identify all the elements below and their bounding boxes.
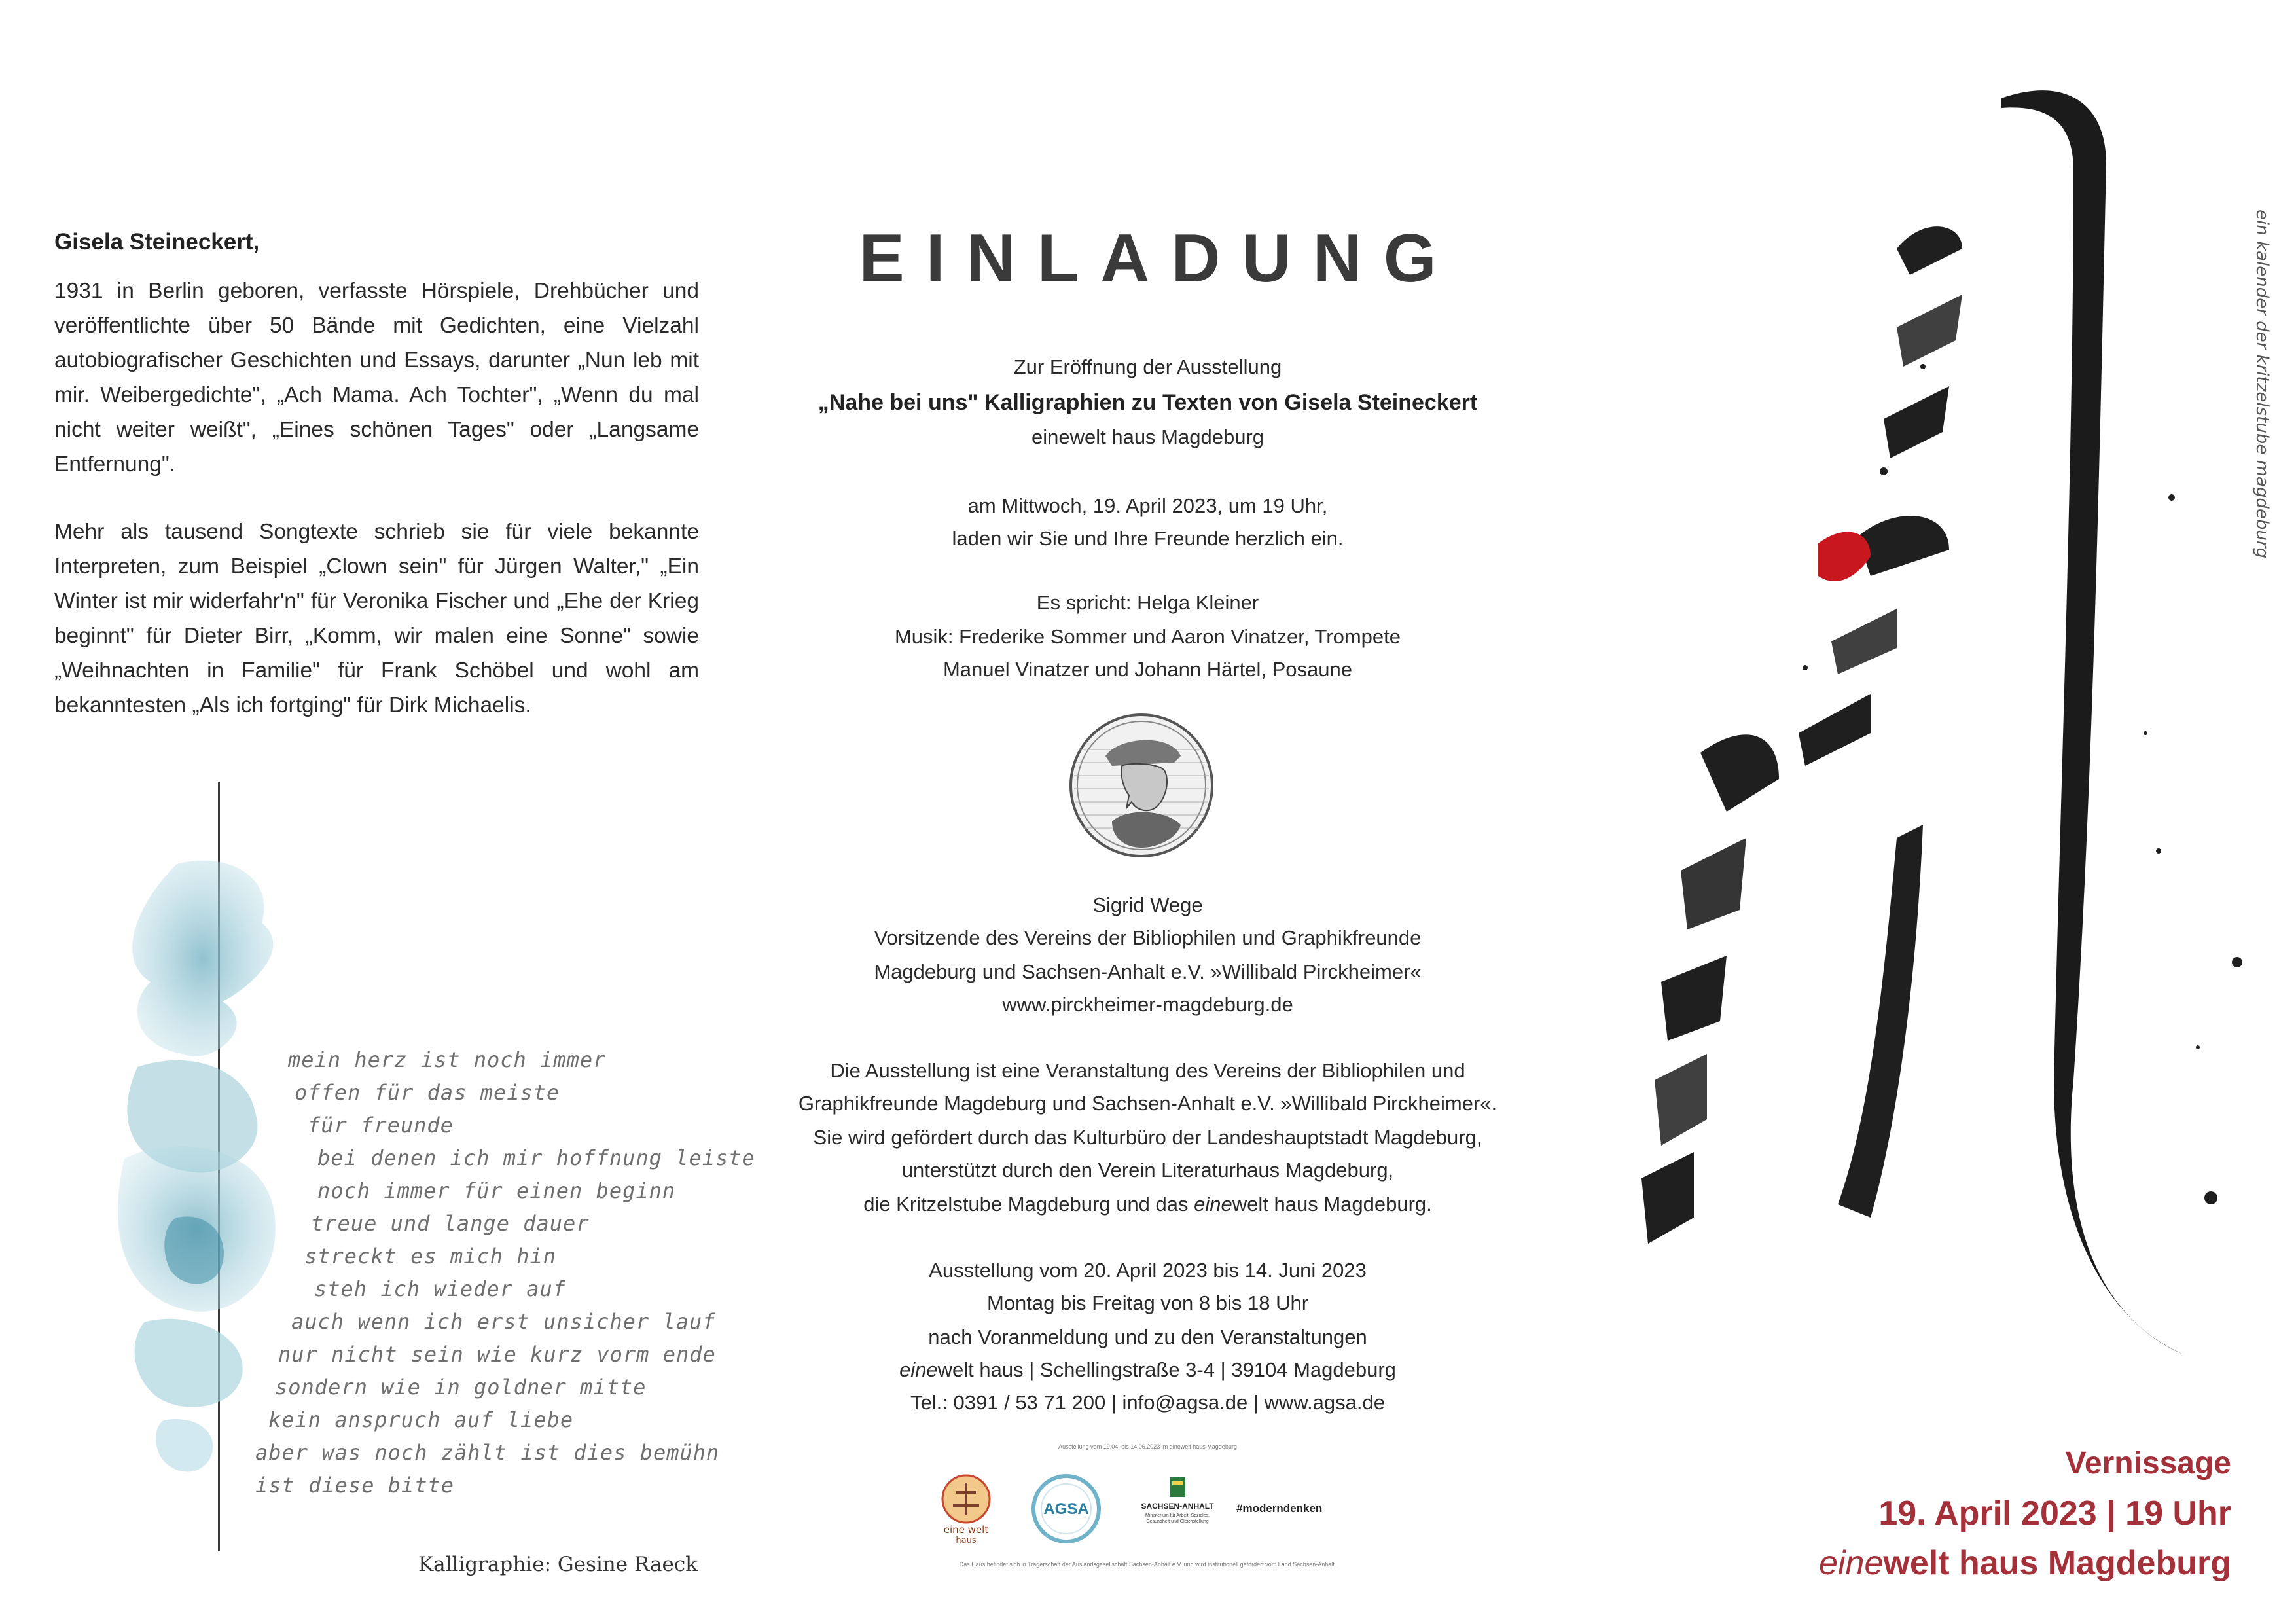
moderndenken-logo: #moderndenken [1236,1502,1323,1515]
einewelt-logo-text: eine welt [943,1524,989,1536]
poem-line: bei denen ich mir hoffnung leiste [317,1146,755,1170]
poem-line: kein anspruch auf liebe [268,1407,574,1432]
intro-line: Zur Eröffnung der Ausstellung [1013,355,1282,378]
einewelt-haus-logo-icon [937,1473,996,1545]
organizer-line-1: Die Ausstellung ist eine Veranstaltung des Vereins der Bibliophilen und [830,1059,1465,1082]
pirckheimer-medal-icon [1066,710,1217,861]
host-url[interactable]: www.pirckheimer-magdeburg.de [1002,993,1293,1016]
sachsen-anhalt-logo-icon [1138,1476,1217,1542]
poem-line: auch wenn ich erst unsicher lauf [291,1309,716,1334]
organizer-line-2: Graphikfreunde Magdeburg und Sachsen-Anhalt e.V. »Willibald Pirckheimer«. [798,1092,1498,1115]
music-line-1: Musik: Frederike Sommer und Aaron Vinatzer, Trompete [894,625,1401,648]
sponsor-logos [765,1437,1530,1555]
nahe-bei-uns-calligraphy [1530,0,2296,1407]
organizer-line-5-post: welt haus Magdeburg. [1232,1193,1432,1216]
poem-line: steh ich wieder auf [314,1276,567,1301]
right-panel [1530,0,2296,1624]
poem-line: noch immer für einen beginn [317,1178,676,1203]
opening-hours-2: nach Voranmeldung und zu den Veranstaltungen [928,1326,1367,1348]
bio-heading: Gisela Steineckert, [54,229,260,255]
exhibition-title: „Nahe bei uns" Kalligraphien zu Texten von Gisela Steineckert [817,390,1478,415]
exhibition-dates: Ausstellung vom 20. April 2023 bis 14. Juni 2023 [929,1259,1367,1282]
invitation-title: EINLADUNG [859,221,1458,297]
vernissage-label: Vernissage [2065,1446,2231,1481]
sa-logo-name: SACHSEN-ANHALT [1141,1502,1214,1511]
poem-line: für freunde [308,1113,454,1138]
poem-line: ist diese bitte [255,1473,454,1498]
poem-line: offen für das meiste [295,1080,560,1105]
organizer-line-5 [765,1193,1530,1216]
poem-line: mein herz ist noch immer [288,1047,607,1072]
host-name: Sigrid Wege [1092,893,1203,916]
address-em: eine [899,1358,938,1381]
vernissage-place-em: eine [1819,1544,1884,1582]
vernissage-place [1819,1543,2231,1583]
einewelt-logo-text-2: haus [956,1536,977,1545]
poem-line: streckt es mich hin [304,1244,557,1269]
contact-line[interactable]: Tel.: 0391 / 53 71 200 | info@agsa.de | www.agsa.de [910,1391,1385,1414]
music-line-2: Manuel Vinatzer und Johann Härtel, Posaune [942,658,1352,681]
vernissage-place-rest: welt haus Magdeburg [1883,1544,2231,1582]
poem-line: sondern wie in goldner mitte [275,1375,647,1399]
calligraphy-credit: Kalligraphie: Gesine Raeck [418,1553,698,1576]
address-rest: welt haus | Schellingstraße 3-4 | 39104 Magdeburg [937,1358,1396,1381]
organizer-line-5-em: eine [1194,1193,1232,1216]
calendar-side-text: ein kalender der kritzelstube magdeburg [2252,209,2272,559]
organizer-line-3: Sie wird gefördert durch das Kulturbüro der Landeshauptstadt Magdeburg, [813,1126,1482,1149]
sa-logo-sub: Ministerium für Arbeit, Soziales, Gesundheit und Gleichstellung [1145,1513,1210,1524]
bio-paragraph-2: Mehr als tausend Songtexte schrieb sie für viele bekannte Interpreten, zum Beispiel „Clown sein" für Jürgen Walter," „Ein Winter ist mir widerfahr'n" für Veronika Fischer und „Ehe der Krieg beginnt" für Dieter Birr, „Komm, wir malen eine Sonne" sowie „Weihnachten in Familie" für Frank Schöbel und wohl am bekanntesten „Als ich fortging" für Dirk Michaelis. [54,520,699,717]
opening-hours: Montag bis Freitag von 8 bis 18 Uhr [986,1291,1309,1314]
bio-paragraph-1: 1931 in Berlin geboren, verfasste Hörspiele, Drehbücher und veröffentlichte über 50 Bände mit Gedichten, eine Vielzahl autobiografischer Geschichten und Essays, darunter „Nun leb mit mir. Weibergedichte", „Ach Mama. Ach Tochter", „Wenn du mal nicht weiter weißt", „Eines schönen Tages" oder „Langsame Entfernung". [54,279,699,477]
watercolor-wash [98,851,308,1538]
agsa-logo-icon [1030,1473,1102,1545]
host-role-1: Vorsitzende des Vereins der Bibliophilen und Graphikfreunde [874,926,1422,949]
logos-caption-top: Ausstellung vom 19.04. bis 14.06.2023 im einewelt haus Magdeburg [1058,1443,1237,1450]
speaker-line: Es spricht: Helga Kleiner [1036,591,1259,614]
organizer-line-5-pre: die Kritzelstube Magdeburg und das [863,1193,1194,1216]
invite-line: laden wir Sie und Ihre Freunde herzlich ein. [952,527,1344,550]
poem-line: aber was noch zählt ist dies bemühn [255,1440,720,1465]
agsa-logo-text: AGSA [1043,1500,1089,1518]
date-line: am Mittwoch, 19. April 2023, um 19 Uhr, [967,494,1328,517]
host-role-2: Magdeburg und Sachsen-Anhalt e.V. »Willibald Pirckheimer« [874,960,1422,983]
venue-line: einewelt haus Magdeburg [1031,425,1265,448]
logos-caption-bottom: Das Haus befindet sich in Trägerschaft der Auslandsgesellschaft Sachsen-Anhalt e.V. und wird institutionell gefördert vom Land Sachsen-Anhalt. [959,1561,1336,1568]
middle-panel [765,0,1530,1624]
poem-line: nur nicht sein wie kurz vorm ende [278,1342,716,1367]
address-line [765,1358,1530,1382]
poem-line: treue und lange dauer [311,1211,590,1236]
left-panel [0,0,765,1624]
vernissage-date: 19. April 2023 | 19 Uhr [1878,1494,2231,1532]
organizer-line-4: unterstützt durch den Verein Literaturhaus Magdeburg, [901,1159,1394,1182]
